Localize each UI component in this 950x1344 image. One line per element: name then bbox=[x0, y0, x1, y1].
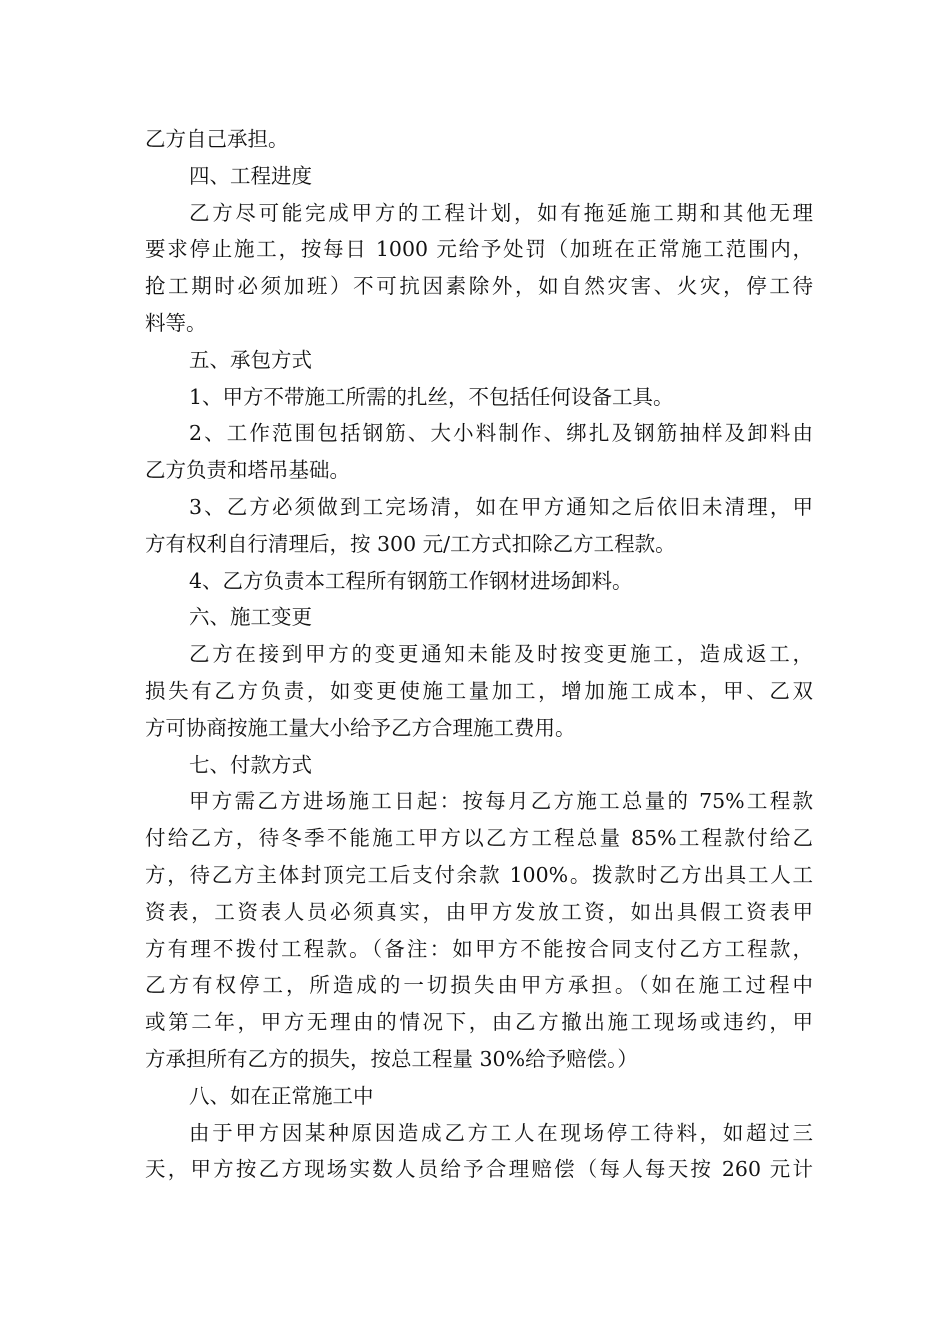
list-item: 1、甲方不带施工所需的扎丝，不包括任何设备工具。 bbox=[189, 384, 674, 409]
paragraph-line: 乙方有权停工，所造成的一切损失由甲方承担。（如在施工过程中 bbox=[145, 973, 813, 998]
paragraph-line: 料等。 bbox=[145, 310, 207, 335]
paragraph-line: 损失有乙方负责，如变更使施工量加工，增加施工成本，甲、乙双 bbox=[145, 678, 813, 703]
section-heading-construction-change: 六、施工变更 bbox=[189, 605, 312, 630]
document-body bbox=[145, 121, 813, 1188]
section-heading-normal-construction: 八、如在正常施工中 bbox=[189, 1083, 374, 1108]
paragraph-line: 甲方需乙方进场施工日起：按每月乙方施工总量的 75%工程款 bbox=[189, 789, 813, 814]
paragraph-line: 乙方在接到甲方的变更通知未能及时按变更施工，造成返工， bbox=[189, 642, 813, 667]
list-item: 3、乙方必须做到工完场清，如在甲方通知之后依旧未清理，甲 bbox=[189, 494, 813, 519]
paragraph-line: 方承担所有乙方的损失，按总工程量 30%给予赔偿。） bbox=[145, 1046, 638, 1071]
paragraph-line: 要求停止施工，按每日 1000 元给予处罚（加班在正常施工范围内， bbox=[145, 237, 813, 262]
paragraph-line: 资表，工资表人员必须真实，由甲方发放工资，如出具假工资表甲 bbox=[145, 899, 813, 924]
paragraph-line: 天，甲方按乙方现场实数人员给予合理赔偿（每人每天按 260 元计 bbox=[145, 1157, 813, 1182]
paragraph-line: 乙方自己承担。 bbox=[145, 127, 289, 151]
list-item: 2、工作范围包括钢筋、大小料制作、绑扎及钢筋抽样及卸料由 bbox=[189, 421, 813, 446]
paragraph-line: 乙方负责和塔吊基础。 bbox=[145, 458, 350, 483]
paragraph-line: 付给乙方，待冬季不能施工甲方以乙方工程总量 85%工程款付给乙 bbox=[145, 826, 813, 851]
paragraph-line: 或第二年，甲方无理由的情况下，由乙方撤出施工现场或违约，甲 bbox=[145, 1010, 813, 1035]
section-heading-payment-method: 七、付款方式 bbox=[189, 752, 312, 777]
paragraph-line: 方有权利自行清理后，按 300 元/工方式扣除乙方工程款。 bbox=[145, 531, 676, 556]
section-heading-progress: 四、工程进度 bbox=[189, 163, 312, 188]
paragraph-line: 方有理不拨付工程款。（备注：如甲方不能按合同支付乙方工程款， bbox=[145, 936, 813, 961]
paragraph-line: 由于甲方因某种原因造成乙方工人在现场停工待料，如超过三 bbox=[189, 1120, 813, 1145]
paragraph-line: 抢工期时必须加班）不可抗因素除外，如自然灾害、火灾，停工待 bbox=[145, 274, 813, 299]
paragraph-line: 乙方尽可能完成甲方的工程计划，如有拖延施工期和其他无理 bbox=[189, 200, 813, 225]
paragraph-line: 方，待乙方主体封顶完工后支付余款 100%。拨款时乙方出具工人工 bbox=[145, 862, 813, 887]
list-item: 4、乙方负责本工程所有钢筋工作钢材进场卸料。 bbox=[189, 568, 633, 593]
section-heading-contract-method: 五、承包方式 bbox=[189, 347, 312, 372]
paragraph-line: 方可协商按施工量大小给予乙方合理施工费用。 bbox=[145, 715, 576, 740]
